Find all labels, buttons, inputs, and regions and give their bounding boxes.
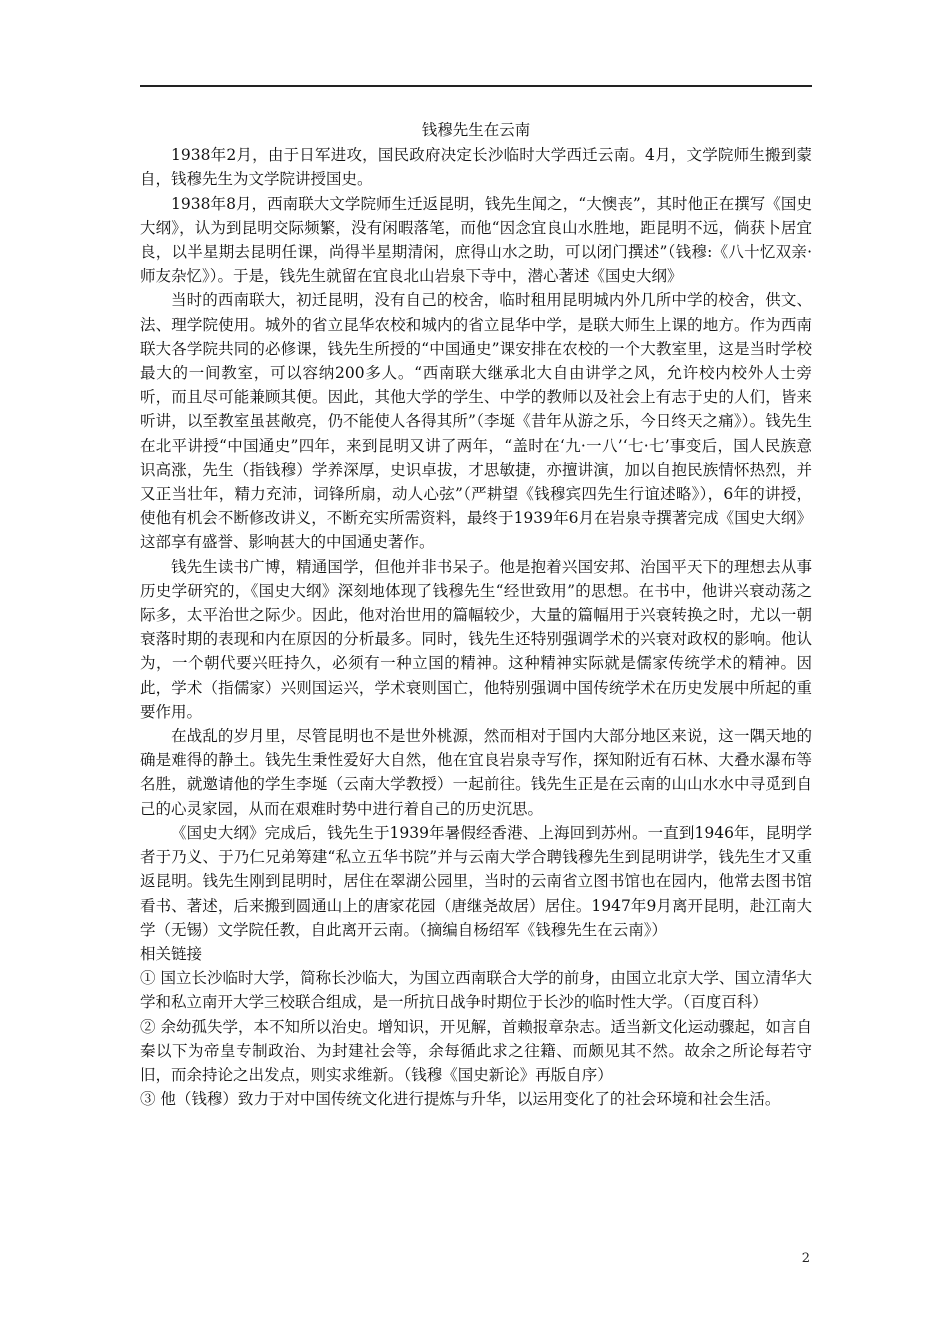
related-link-3: ③ 他（钱穆）致力于对中国传统文化进行提炼与升华，以运用变化了的社会环境和社会生活。 [140, 1090, 781, 1109]
related-link-2: ② 余幼孤失学，本不知所以治史。增知识，开见解，首赖报章杂志。适当新文化运动骤起，如言自秦以下为帝皇专制政治、为封建社会等，余每循此求之往籍、而颇见其不然。故余之所论每若守旧，而余持论之出发点，则实求维新。（钱穆《国史新论》再版自序） [140, 1017, 812, 1084]
paragraph-2: 1938年8月，西南联大文学院师生迁返昆明，钱先生闻之，“大懊丧”，其时他正在撰写《国史大纲》，认为到昆明交际频繁，没有闲暇落笔，而他“因念宜良山水胜地，距昆明不远，倘获卜居宜良，以半星期去昆明任课，尚得半星期清闲，庶得山水之助，可以闭门撰述”（钱穆:《八十忆双亲·师友杂忆》）。于是，钱先生就留在宜良北山岩泉下寺中，潜心著述《国史大纲》 [140, 194, 812, 286]
article-body [140, 118, 812, 1111]
paragraph-1: 1938年2月，由于日军进攻，国民政府决定长沙临时大学西迁云南。4月，文学院师生搬到蒙自，钱穆先生为文学院讲授国史。 [140, 146, 812, 189]
header-rule [140, 85, 812, 87]
paragraph-3: 当时的西南联大，初迁昆明，没有自己的校舍，临时租用昆明城内外几所中学的校舍，供文、法、理学院使用。城外的省立昆华农校和城内的省立昆华中学，是联大师生上课的地方。作为西南联大各学院共同的必修课，钱先生所授的“中国通史”课安排在农校的一个大教室里，这是当时学校最大的一间教室，可以容纳200多人。“西南联大继承北大自由讲学之风，允许校内校外人士旁听，而且尽可能兼顾其便。因此，其他大学的学生、中学的教师以及社会上有志于史的人们，皆来听讲，以至教室虽甚敞亮，仍不能使人各得其所”（李埏《昔年从游之乐，今日终天之痛》）。钱先生在北平讲授“中国通史”四年，来到昆明又讲了两年，“盖时在‘九·一八’‘七·七’事变后，国人民族意识高涨，先生（指钱穆）学养深厚，史识卓拔，才思敏捷，亦擅讲演，加以自抱民族情怀热烈，并又正当壮年，精力充沛，词锋所扇，动人心弦”（严耕望《钱穆宾四先生行谊述略》），6年的讲授，使他有机会不断修改讲义，不断充实所需资料，最终于1939年6月在岩泉寺撰著完成《国史大纲》这部享有盛誉、影响甚大的中国通史著作。 [140, 291, 812, 552]
paragraph-4: 钱先生读书广博，精通国学，但他并非书呆子。他是抱着兴国安邦、治国平天下的理想去从事历史学研究的，《国史大纲》深刻地体现了钱穆先生“经世致用”的思想。在书中，他讲兴衰动荡之际多，太平治世之际少。因此，他对治世用的篇幅较少，大量的篇幅用于兴衰转换之时，尤以一朝衰落时期的表现和内在原因的分析最多。同时，钱先生还特别强调学术的兴衰对政权的影响。他认为，一个朝代要兴旺持久，必须有一种立国的精神。这种精神实际就是儒家传统学术的精神。因此，学术（指儒家）兴则国运兴，学术衰则国亡，他特别强调中国传统学术在历史发展中所起的重要作用。 [140, 557, 812, 721]
related-links-heading: 相关链接 [140, 944, 203, 963]
related-link-1: ① 国立长沙临时大学，简称长沙临大，为国立西南联合大学的前身，由国立北京大学、国立清华大学和私立南开大学三校联合组成，是一所抗日战争时期位于长沙的临时性大学。（百度百科） [140, 969, 812, 1012]
article-title: 钱穆先生在云南 [421, 121, 531, 139]
paragraph-6: 《国史大纲》完成后，钱先生于1939年暑假经香港、上海回到苏州。一直到1946年，昆明学者于乃义、于乃仁兄弟筹建“私立五华书院”并与云南大学合聘钱穆先生到昆明讲学，钱先生才又重返昆明。钱先生刚到昆明时，居住在翠湖公园里，当时的云南省立图书馆也在园内，他常去图书馆看书、著述，后来搬到圆通山上的唐家花园（唐继尧故居）居住。1947年9月离开昆明，赴江南大学（无锡）文学院任教，自此离开云南。（摘编自杨绍军《钱穆先生在云南》） [140, 823, 812, 939]
page-number: 2 [801, 1251, 810, 1266]
paragraph-5: 在战乱的岁月里，尽管昆明也不是世外桃源，然而相对于国内大部分地区来说，这一隅天地的确是难得的静土。钱先生秉性爱好大自然，他在宜良岩泉寺写作，探知附近有石林、大叠水瀑布等名胜，就邀请他的学生李埏（云南大学教授）一起前往。钱先生正是在云南的山山水水中寻觅到自己的心灵家园，从而在艰难时势中进行着自己的历史沉思。 [140, 727, 812, 818]
